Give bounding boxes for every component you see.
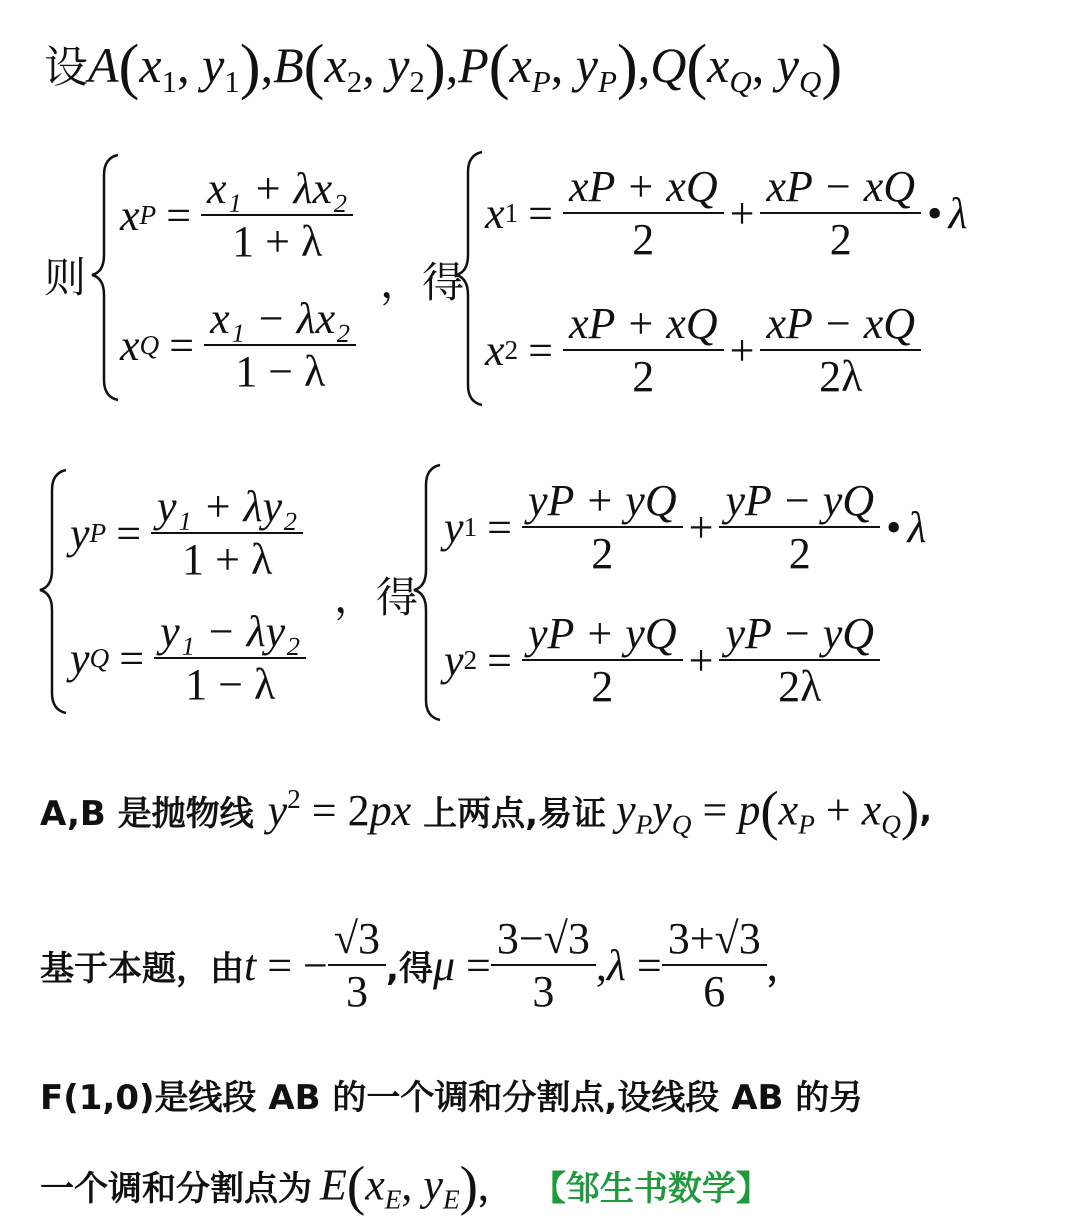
eq-yQ: y Q = $\frac{\text{y₁ − λy₂}}{1 - \lambda}$	[70, 603, 306, 713]
line-7: F(1,0)是线段 AB 的一个调和分割点,设线段 AB 的另	[40, 1078, 864, 1118]
eq-y2: y 2 = $\frac{yP + yQ}{2}$ + $\frac{yP - yQ}{2\lambda}$	[444, 605, 880, 715]
brace-1a	[92, 155, 118, 400]
eq-xP: x P = $\frac{\text{x₁ + λx₂}}{1 + \lambda}$	[120, 160, 353, 270]
de-label-1: ，得	[380, 258, 465, 307]
brand-label: 【邹生书数学】	[531, 1168, 770, 1209]
line-5: A,B 是抛物线 $y^2 = 2px$ 上两点,易证 $y_Py_Q = p(x_P + x_Q)$ ,	[40, 779, 933, 841]
eq-x2: x 2 = $\frac{xP + xQ}{2}$ + $\frac{xP - xQ}{2\lambda}$	[485, 295, 921, 405]
eq-x1: x 1 = $\frac{xP + xQ}{2}$ + $\frac{xP - xQ}{2}$ • λ	[485, 162, 968, 264]
brace-2a	[40, 470, 66, 713]
ze-label: 则	[44, 253, 87, 302]
de-label-2: ，得	[334, 573, 419, 622]
eq-yP: y P = $\frac{\text{y₁ + λy₂}}{1 + \lambda}$	[70, 478, 303, 588]
eq-y1: y 1 = $\frac{yP + yQ}{2}$ + $\frac{yP - yQ}{2}$ • λ	[444, 476, 927, 578]
line-6: 基于本题，由 t = − $\frac{√3}{3}$ ,得 μ = $\frac{3-√3}{3}$ ,λ = $\frac{3+√3}{6}$ ，	[40, 914, 801, 1016]
line-1: 设$A(x_1$, $y_1),B(x_2$, $y_2),P(x_P$, $y_P),Q(x_Q$, $y_Q$)	[44, 31, 843, 101]
eq-xQ: x Q = $\frac{\text{x₁ − λx₂}}{1 - \lambda}$	[120, 290, 356, 400]
line-8: 一个调和分割点为 $E(x_E$, $y_E$) ， 【邹生书数学】	[40, 1154, 770, 1216]
